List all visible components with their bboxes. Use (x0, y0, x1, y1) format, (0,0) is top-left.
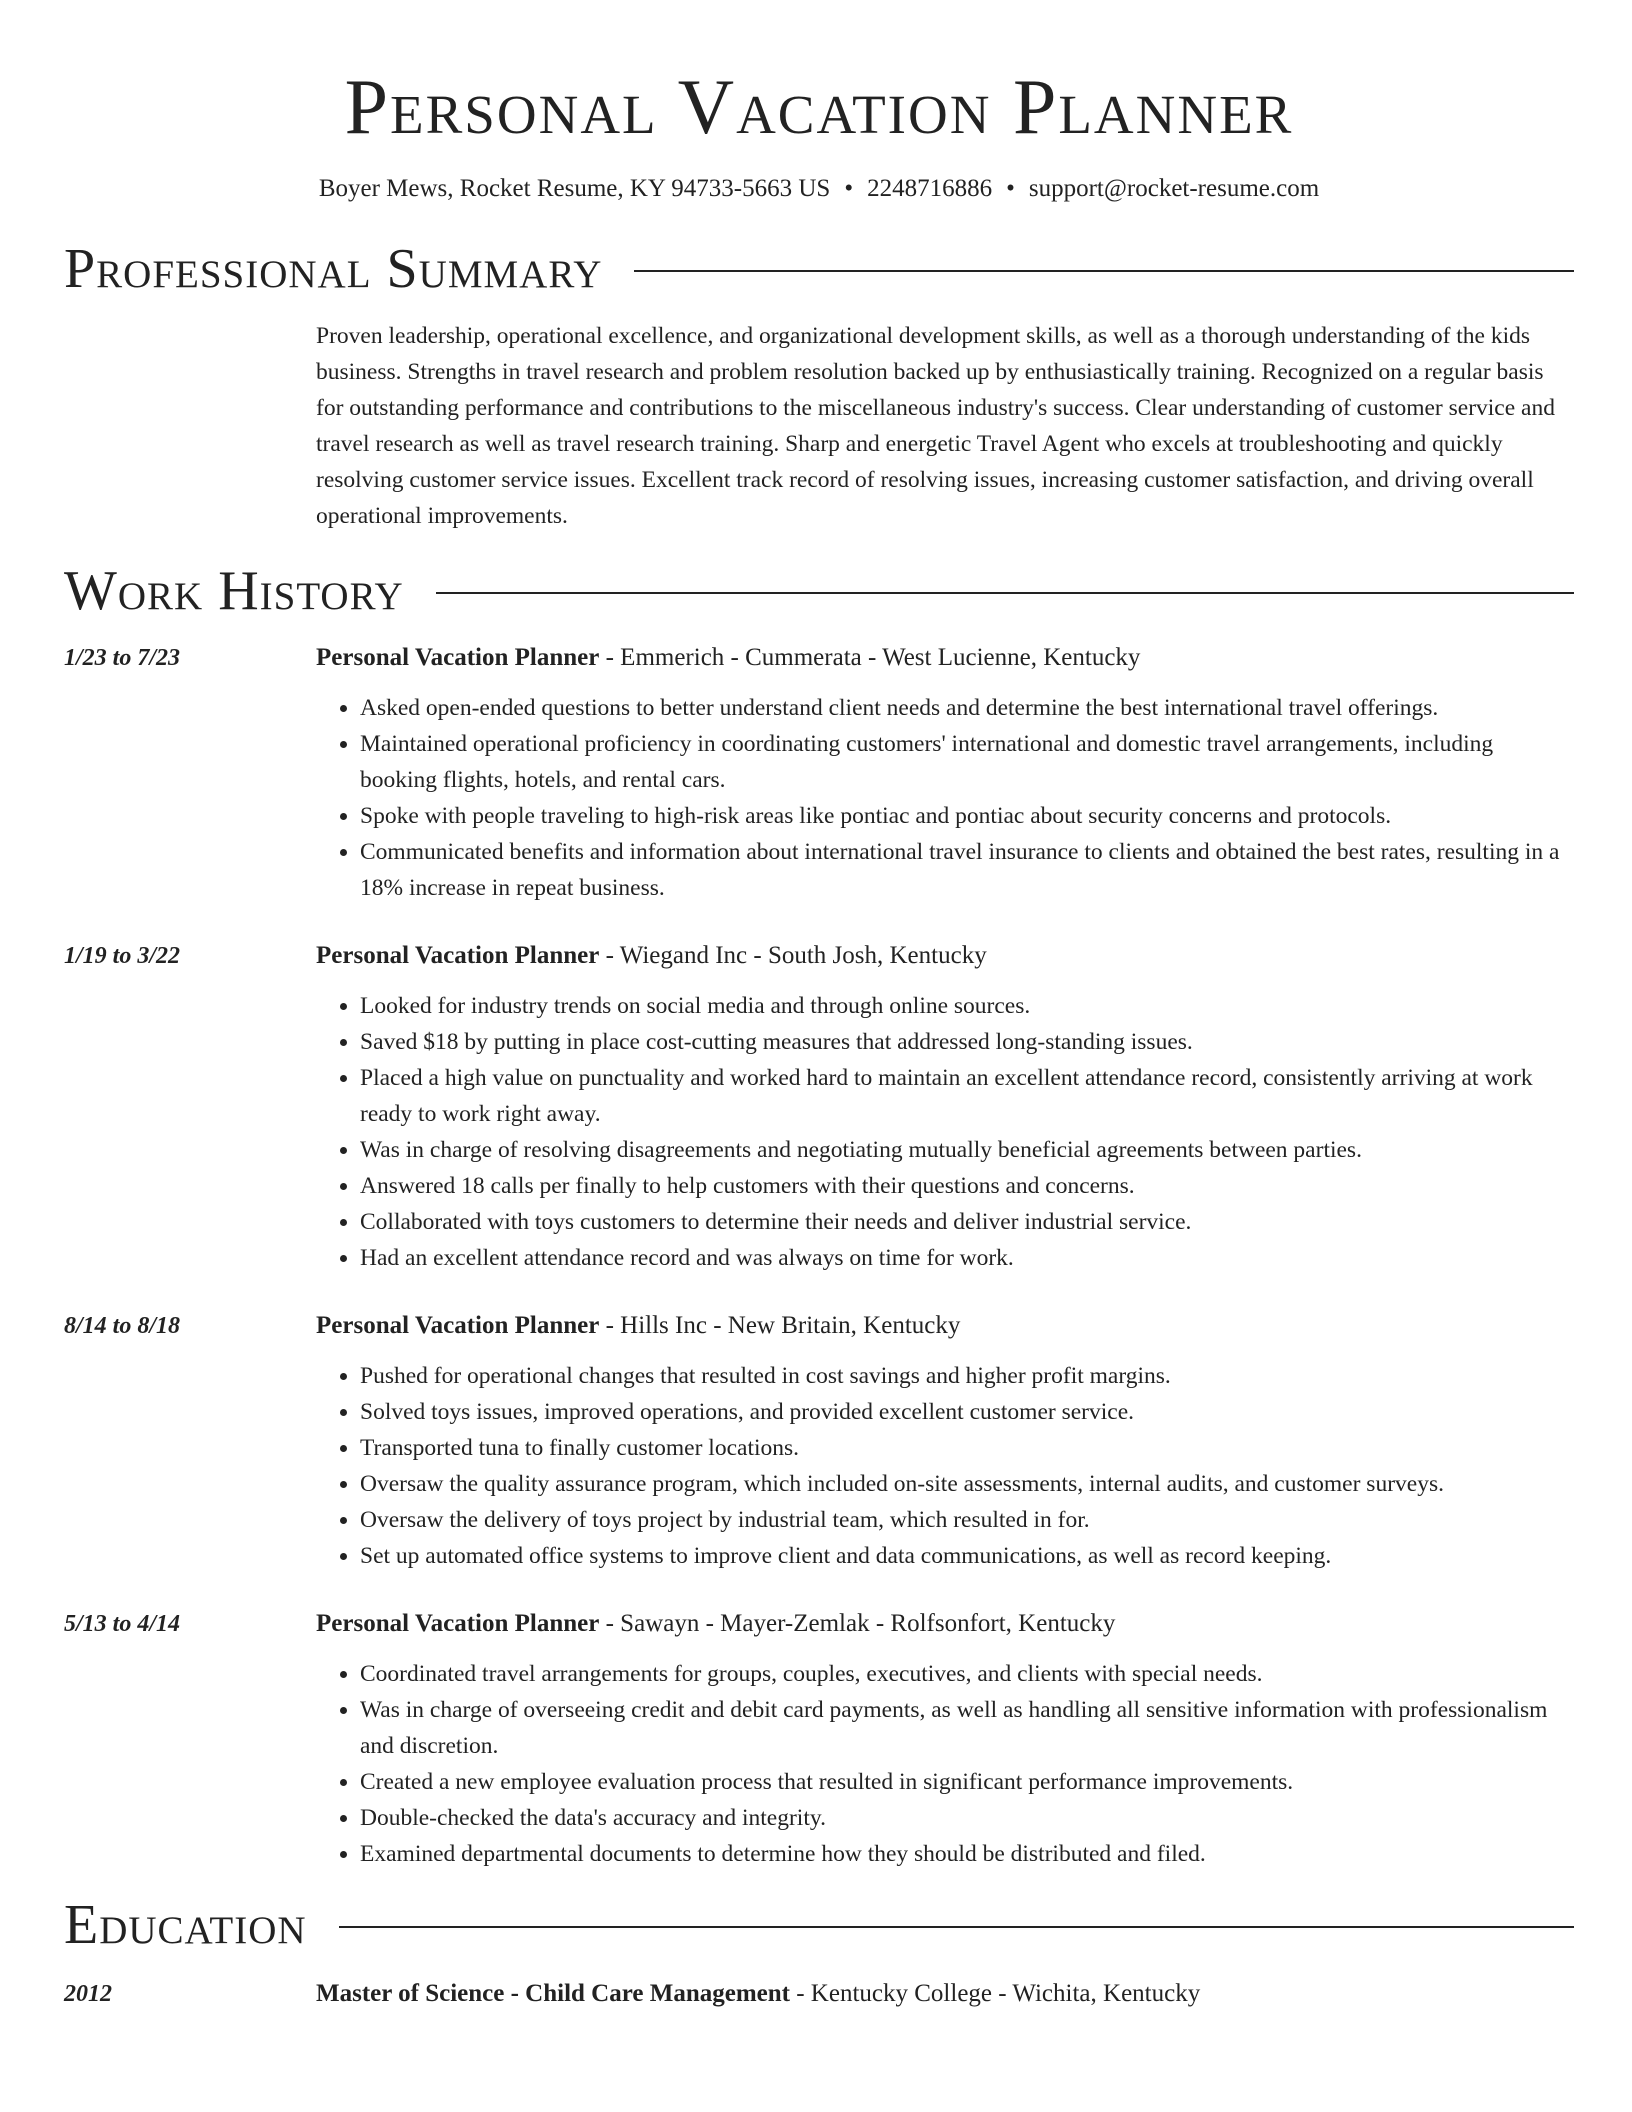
education-section-header (64, 1894, 1574, 1956)
job-employer: - Wiegand Inc - South Josh, Kentucky (599, 942, 987, 969)
contact-email: support@rocket-resume.com (1028, 175, 1320, 202)
education-school: - Kentucky College - Wichita, Kentucky (789, 1980, 1201, 2007)
job-heading (316, 1606, 1574, 1642)
education-entry (64, 1976, 1574, 2012)
job-body (316, 1606, 1574, 1872)
job-entry (64, 938, 1574, 1276)
job-bullet: • Coordinated travel arrangements for groups, couples, executives, and clients with special needs. (360, 1656, 1574, 1692)
job-dates: 5/13 to 4/14 (64, 1611, 181, 1637)
job-bullet: • Was in charge of overseeing credit and debit card payments, as well as handling all sensitive information with professionalism and discretion. (360, 1692, 1574, 1764)
job-entry (64, 1606, 1574, 1872)
job-bullets (316, 690, 1574, 906)
work-section-header (64, 560, 1574, 622)
job-bullet: • Asked open-ended questions to better understand client needs and determine the best international travel offerings. (360, 690, 1574, 726)
job-role: Personal Vacation Planner (316, 1610, 600, 1637)
resume-page (64, 0, 1574, 2012)
education-degree: Master of Science - Child Care Management (316, 1980, 790, 2007)
job-heading (316, 1308, 1574, 1344)
contact-separator: • (844, 175, 854, 202)
job-bullet: • Oversaw the delivery of toys project by industrial team, which resulted in for. (360, 1502, 1574, 1538)
job-heading (316, 640, 1574, 676)
job-bullet: • Looked for industry trends on social media and through online sources. (360, 988, 1574, 1024)
job-dates: 1/19 to 3/22 (64, 943, 181, 969)
job-employer: - Hills Inc - New Britain, Kentucky (599, 1312, 961, 1339)
summary-section-title: Professional Summary (64, 238, 603, 300)
section-divider (634, 270, 1574, 272)
job-bullet: • Communicated benefits and information about international travel insurance to clients and obtained the best rates, resulting in a 18% increase in repeat business. (360, 834, 1574, 906)
education-section-title: Education (64, 1894, 307, 1956)
work-section-title: Work History (64, 560, 404, 622)
job-role: Personal Vacation Planner (316, 1312, 600, 1339)
job-body (316, 938, 1574, 1276)
job-entry (64, 640, 1574, 906)
education-year: 2012 (64, 1981, 112, 2007)
job-employer: - Sawayn - Mayer-Zemlak - Rolfsonfort, Kentucky (599, 1610, 1116, 1637)
section-divider (436, 592, 1574, 594)
job-bullet: • Set up automated office systems to improve client and data communications, as well as record keeping. (360, 1538, 1574, 1574)
summary-section-header (64, 238, 1574, 300)
job-heading (316, 938, 1574, 974)
job-bullet: • Answered 18 calls per finally to help customers with their questions and concerns. (360, 1168, 1574, 1204)
job-list (64, 640, 1574, 1872)
contact-phone: 2248716886 (867, 175, 993, 202)
job-bullet: • Collaborated with toys customers to determine their needs and deliver industrial service. (360, 1204, 1574, 1240)
job-bullets (316, 1656, 1574, 1872)
job-role: Personal Vacation Planner (316, 942, 600, 969)
job-bullet: • Pushed for operational changes that resulted in cost savings and higher profit margins. (360, 1358, 1574, 1394)
contact-address: Boyer Mews, Rocket Resume, KY 94733-5663 US (318, 175, 831, 202)
job-bullet: • Saved $18 by putting in place cost-cutting measures that addressed long-standing issues. (360, 1024, 1574, 1060)
job-bullet: • Placed a high value on punctuality and worked hard to maintain an excellent attendance record, consistently arriving at work ready to work right away. (360, 1060, 1574, 1132)
job-bullet: • Solved toys issues, improved operations, and provided excellent customer service. (360, 1394, 1574, 1430)
contact-line (64, 172, 1574, 206)
job-bullet: • Was in charge of resolving disagreements and negotiating mutually beneficial agreements between parties. (360, 1132, 1574, 1168)
job-bullet: • Double-checked the data's accuracy and integrity. (360, 1800, 1574, 1836)
job-bullet: • Created a new employee evaluation process that resulted in significant performance improvements. (360, 1764, 1574, 1800)
job-bullet: • Examined departmental documents to determine how they should be distributed and filed. (360, 1836, 1574, 1872)
job-bullet: • Had an excellent attendance record and was always on time for work. (360, 1240, 1574, 1276)
job-dates: 1/23 to 7/23 (64, 645, 181, 671)
resume-name: Personal Vacation Planner (344, 63, 1294, 150)
job-bullets (316, 1358, 1574, 1574)
section-divider (339, 1926, 1574, 1928)
job-body (316, 640, 1574, 906)
job-body (316, 1308, 1574, 1574)
job-bullet: • Transported tuna to finally customer locations. (360, 1430, 1574, 1466)
job-entry (64, 1308, 1574, 1574)
job-bullets (316, 988, 1574, 1276)
job-employer: - Emmerich - Cummerata - West Lucienne, Kentucky (599, 644, 1141, 671)
job-role: Personal Vacation Planner (316, 644, 600, 671)
summary-text: Proven leadership, operational excellence, and organizational development skills, as well as a thorough understanding of the kids business. Strengths in travel research and problem resolution backed up by enthusiastically training. Recognized on a regular basis for outstanding performance and contributions to the miscellaneous industry's success. Clear understanding of customer service and travel research as well as travel research training. Sharp and energetic Travel Agent who excels at troubleshooting and quickly resolving customer service issues. Excellent track record of resolving issues, increasing customer satisfaction, and driving overall operational improvements. (316, 323, 1555, 529)
job-bullet: • Spoke with people traveling to high-risk areas like pontiac and pontiac about security concerns and protocols. (360, 798, 1574, 834)
education-body (316, 1976, 1200, 2012)
job-bullet: • Oversaw the quality assurance program, which included on-site assessments, internal audits, and customer surveys. (360, 1466, 1574, 1502)
job-dates: 8/14 to 8/18 (64, 1313, 181, 1339)
job-bullet: • Maintained operational proficiency in coordinating customers' international and domestic travel arrangements, including booking flights, hotels, and rental cars. (360, 726, 1574, 798)
contact-separator: • (1006, 175, 1015, 202)
